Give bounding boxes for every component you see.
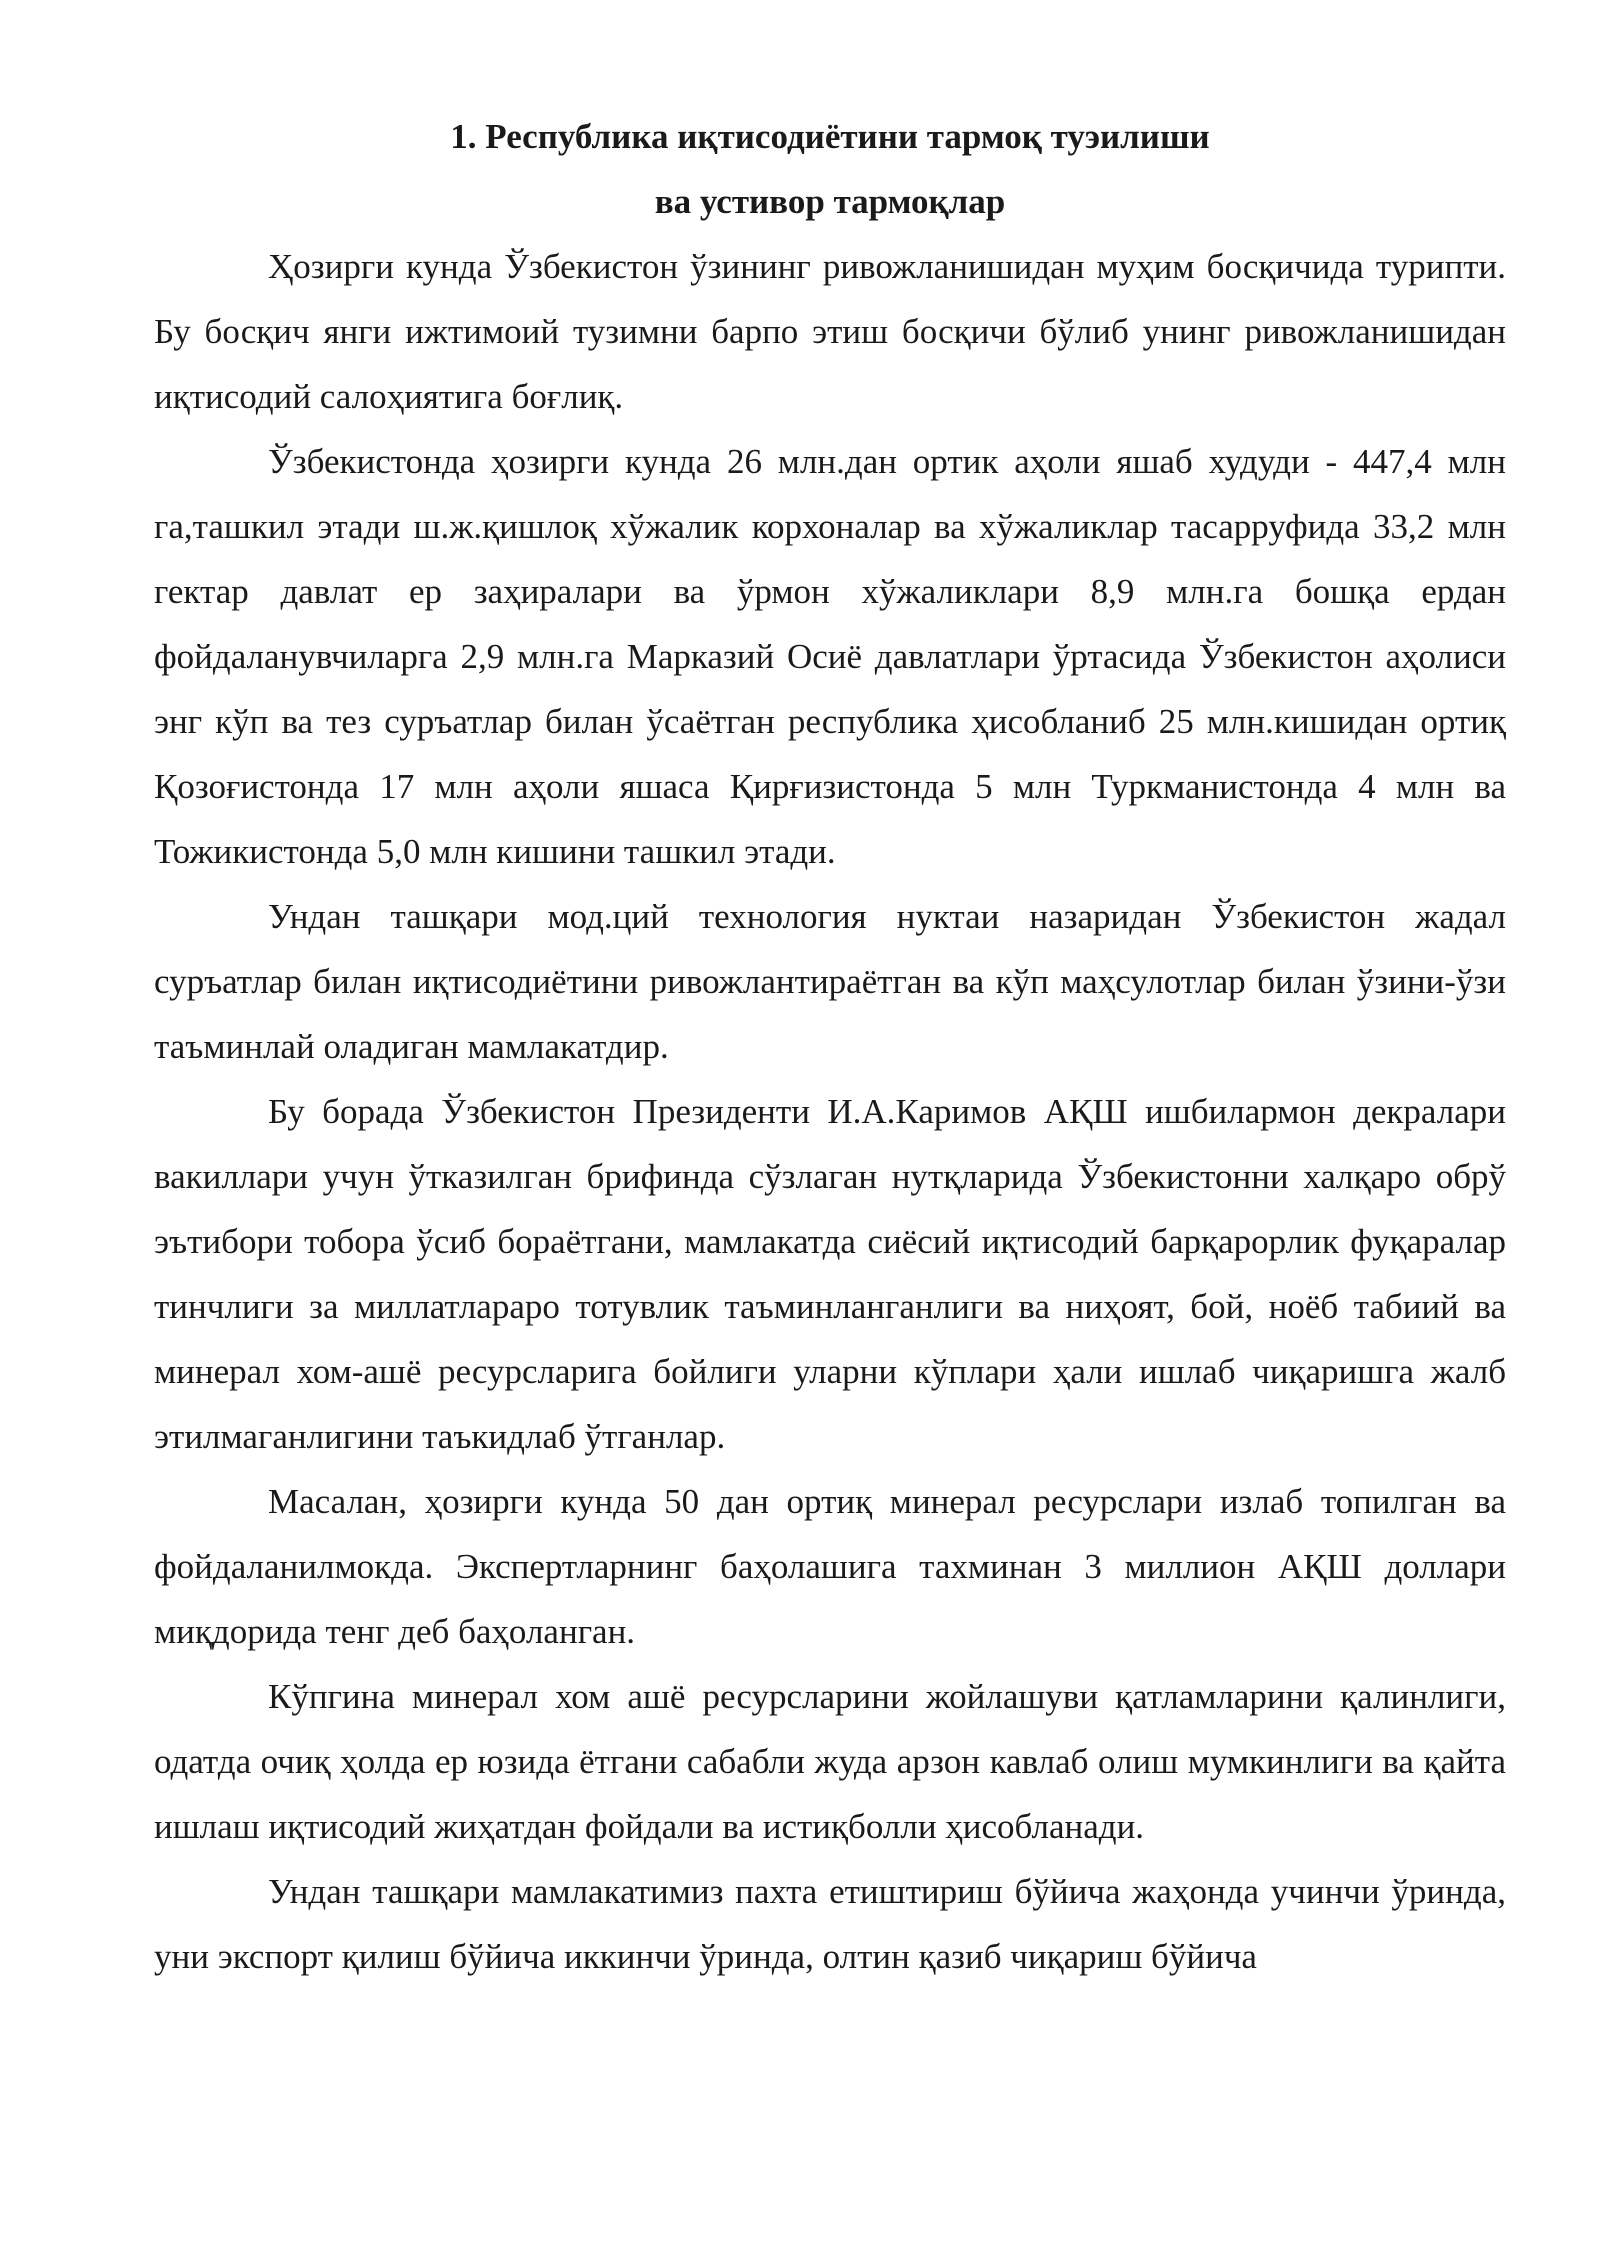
paragraph-7: Ундан ташқари мамлакатимиз пахта етиштириш бўйича жаҳонда учинчи ўринда, уни экспорт қилиш бўйича иккинчи ўринда, олтин қазиб чиқариш бўйича — [154, 1872, 1506, 1976]
document-page — [154, 104, 1506, 1989]
heading-line-2: ва устивор тармоқлар — [654, 182, 1006, 221]
paragraph-2: Ўзбекистонда ҳозирги кунда 26 млн.дан ортик аҳоли яшаб худуди - 447,4 млн га,ташкил этади ш.ж.қишлоқ хўжалик корхоналар ва хўжаликлар тасарруфида 33,2 млн гектар давлат ер заҳиралари ва ўрмон хўжаликлари 8,9 млн.га бошқа ердан фойдаланувчиларга 2,9 млн.га Марказий Осиё давлатлари ўртасида Ўзбекистон аҳолиси энг кўп ва тез суръатлар билан ўсаётган республика ҳисобланиб 25 млн.кишидан ортиқ Қозоғистонда 17 млн аҳоли яшаса Қирғизистонда 5 млн Туркманистонда 4 млн ва Тожикистонда 5,0 млн кишини ташкил этади. — [154, 442, 1506, 871]
paragraph-6: Кўпгина минерал хом ашё ресурсларини жойлашуви қатламларини қалинлиги, одатда очиқ ҳолда ер юзида ётгани сабабли жуда арзон кавлаб олиш мумкинлиги ва қайта ишлаш иқтисодий жиҳатдан фойдали ва истиқболли ҳисобланади. — [154, 1677, 1506, 1846]
paragraph-1: Ҳозирги кунда Ўзбекистон ўзининг ривожланишидан муҳим босқичида турипти. Бу босқич янги ижтимоий тузимни барпо этиш босқичи бўлиб унинг ривожланишидан иқтисодий салоҳиятига боғлиқ. — [154, 247, 1506, 416]
paragraph-3: Ундан ташқари мод.ций технология нуктаи назаридан Ўзбекистон жадал суръатлар билан иқтисодиётини ривожлантираётган ва кўп маҳсулотлар билан ўзини-ўзи таъминлай оладиган мамлакатдир. — [154, 897, 1506, 1066]
heading-line-1: 1. Республика иқтисодиётини тармоқ туэилиши — [450, 117, 1210, 156]
paragraph-5: Масалан, ҳозирги кунда 50 дан ортиқ минерал ресурслари излаб топилган ва фойдаланилмокда. Экспертларнинг баҳолашига тахминан 3 миллион АҚШ доллари миқдорида тенг деб баҳоланган. — [154, 1482, 1506, 1651]
paragraph-4: Бу борада Ўзбекистон Президенти И.А.Каримов АҚШ ишбилармон декралари вакиллари учун ўтказилган брифинда сўзлаган нутқларида Ўзбекистонни халқаро обрў эътибори тобора ўсиб бораётгани, мамлакатда сиёсий иқтисодий барқарорлик фуқаралар тинчлиги за миллатлараро тотувлик таъминланганлиги ва ниҳоят, бой, ноёб табиий ва минерал хом-ашё ресурсларига бойлиги уларни кўплари ҳали ишлаб чиқаришга жалб этилмаганлигини таъкидлаб ўтганлар. — [154, 1092, 1506, 1456]
